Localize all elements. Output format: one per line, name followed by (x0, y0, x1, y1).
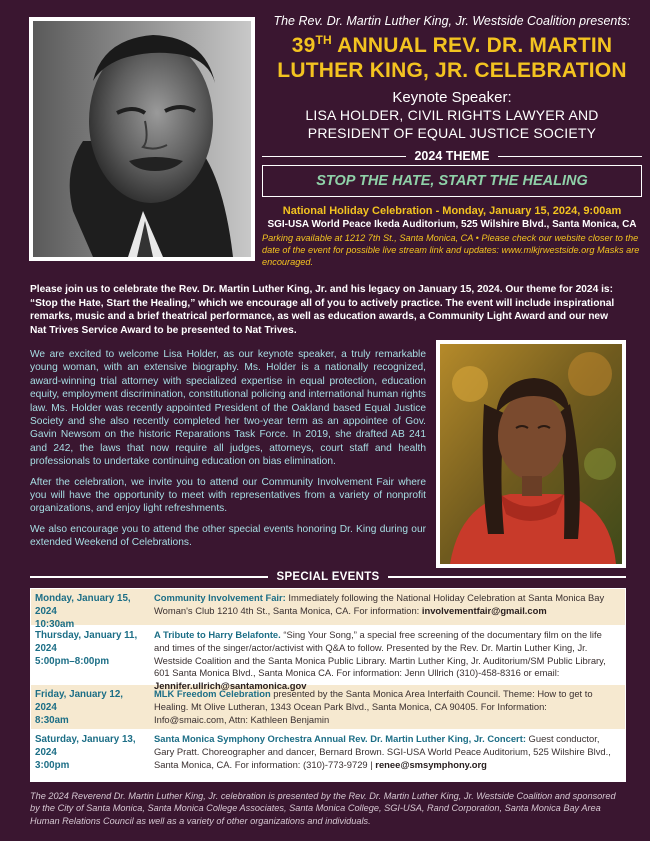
bio-paragraph: We are excited to welcome Lisa Holder, as our keynote speaker, a truly remarkable young woman, with an extensive biography. Ms. Holder is a nationally recognized, award-winning trial attorney with specialized expertise in equal protection, education equity, employment discrimination, constitutional policing and international human rights law. Ms. Holder was recently appointed President of the Oakland based Equal Justice Society and she also recently completed her two-year term as an appointee of Gov. Gavin Newsom on the historic Reparations Task Force. In 2019, she drafted AB 241 and 242, the laws that now require all judges, attorneys, court staff and health professionals to undertake continuing education on bias elimination. (30, 349, 426, 468)
event-date-time: 8:30am (35, 715, 69, 726)
divider-rule (30, 576, 268, 578)
event-date-day: Monday, January 15, 2024 (35, 593, 131, 617)
event-contact: renee@smsymphony.org (375, 758, 487, 770)
mlk-portrait-image (33, 21, 251, 257)
event-row (31, 685, 625, 730)
special-events-heading: SPECIAL EVENTS (276, 571, 380, 583)
divider-rule (498, 156, 642, 157)
weekend-paragraph: We also encourage you to attend the other special events honoring Dr. King during our extended Weekend of Celebrations. (30, 523, 426, 549)
event-date (31, 626, 150, 684)
event-description (150, 730, 625, 780)
venue-line: SGI-USA World Peace Ikeda Auditorium, 525 Wilshire Blvd., Santa Monica, CA (267, 219, 637, 230)
event-date-time: 10:30am (35, 619, 75, 630)
event-date-day: Thursday, January 11, 2024 (35, 630, 138, 654)
event-date-day: Friday, January 12, 2024 (35, 689, 124, 713)
event-date (31, 730, 150, 780)
event-contact: Jennifer.ullrich@santamonica.gov (154, 680, 307, 692)
event-date-day: Saturday, January 13, 2024 (35, 734, 136, 758)
title-ordinal: TH (315, 33, 332, 47)
theme-box: STOP THE HATE, START THE HEALING (262, 165, 642, 197)
event-text: presented by the Santa Monica Area Interfaith Council. Theme: How to get to Healing. Mt Olive Lutheran, 1343 Ocean Park Blvd., Santa Monica, CA 90405. For Information: Info@smaic.com, Attn: Kathleen Benjamin (154, 688, 593, 725)
event-row (31, 626, 625, 692)
presenter-line: The Rev. Dr. Martin Luther King, Jr. Westside Coalition presents: (273, 14, 631, 28)
event-row (31, 730, 625, 781)
event-title: A Tribute to Harry Belafonte. (154, 629, 281, 640)
event-title (262, 33, 642, 83)
event-title: Santa Monica Symphony Orchestra Annual Rev. Dr. Martin Luther King, Jr. Concert: (154, 733, 526, 744)
title-number: 39 (291, 34, 316, 57)
event-title: MLK Freedom Celebration (154, 688, 271, 699)
bio-section (30, 348, 426, 557)
divider-rule (388, 576, 626, 578)
intro-paragraph: Please join us to celebrate the Rev. Dr. Martin Luther King, Jr. and his legacy on January 15, 2024. Our theme for 2024 is: “Stop the Hate, Start the Healing,” which we encourage all of you to actively practice. The event will include inspirational remarks, music and a brief theatrical performance, as well as education awards, a Community Light Award and our new Nat Trives Service Award to be presented to Nat Trives. (30, 284, 615, 336)
event-title: Community Involvement Fair: (154, 592, 286, 603)
title-line2: LUTHER KING, JR. CELEBRATION (277, 59, 627, 82)
lisa-holder-photo (436, 340, 626, 568)
event-row (31, 589, 625, 630)
event-text: Guest conductor, Gary Pratt. Choreographer and dancer, Bernard Brown. SGI-USA World Peace Auditorium, 525 Wilshire Blvd., Santa Monica, CA. For information: (310)-773-9729 | (154, 733, 611, 770)
event-description (150, 685, 625, 729)
special-events-heading-row (30, 571, 626, 583)
parking-note: Parking available at 1212 7th St., Santa Monica, CA • Please check our website closer to the date of the event for possible live stream link and updates: www.mlkjrwestside.org Masks are encouraged. (262, 233, 640, 267)
event-text: Immediately following the National Holiday Celebration at Santa Monica Bay Woman's Club 1210 4th St., Santa Monica, CA. For information: (154, 592, 605, 616)
fair-paragraph: After the celebration, we invite you to attend our Community Involvement Fair where you will have the opportunity to meet with representatives from a variety of nonprofit organizations, and enjoy light refreshments. (30, 476, 426, 515)
holiday-celebration-line: National Holiday Celebration - Monday, January 15, 2024, 9:00am (282, 205, 622, 217)
event-description (150, 626, 625, 692)
theme-heading-row (262, 149, 642, 163)
event-date-time: 3:00pm (35, 760, 70, 771)
event-description (150, 589, 625, 625)
event-date (31, 589, 150, 630)
keynote-label: Keynote Speaker: (392, 89, 512, 106)
theme-label: 2024 THEME (414, 149, 490, 163)
special-events-table (30, 588, 626, 782)
event-text: “Sing Your Song,” a special free screening of the documentary film on the life and times of the singer/actor/activist with Q&A to follow. Presented by the Rev. Dr. Martin Luther King, Jr. Westside Coalition and the Santa Monica Public Library. Martin Luther King, Jr. Auditorium/SM Public Library, 601 Santa Monica Blvd., Santa Monica CA. For information: Jenn Ullrich (310)-458-8316 or email: (154, 629, 606, 679)
divider-rule (262, 156, 406, 157)
keynote-line1: LISA HOLDER, CIVIL RIGHTS LAWYER AND (305, 107, 599, 123)
event-contact: involvementfair@gmail.com (421, 604, 547, 616)
title-line1: ANNUAL REV. DR. MARTIN (331, 34, 613, 57)
lisa-holder-image (440, 344, 622, 564)
mlk-portrait-photo (29, 17, 255, 261)
keynote-line2: PRESIDENT OF EQUAL JUSTICE SOCIETY (307, 125, 597, 141)
event-date (31, 685, 150, 729)
sponsor-footer: The 2024 Reverend Dr. Martin Luther King, Jr. celebration is presented by the Rev. Dr. Martin Luther King, Jr. Westside Coalition and sponsored by the City of Santa Monica, Santa Monica College Associates, Santa Monica College, SGI-USA, Rand Corporation, Santa Monica Bay Area Human Relations Council as well as a variety of other organizations and individuals. (30, 791, 616, 826)
event-date-time: 5:00pm–8:00pm (35, 656, 110, 667)
header (262, 14, 642, 268)
